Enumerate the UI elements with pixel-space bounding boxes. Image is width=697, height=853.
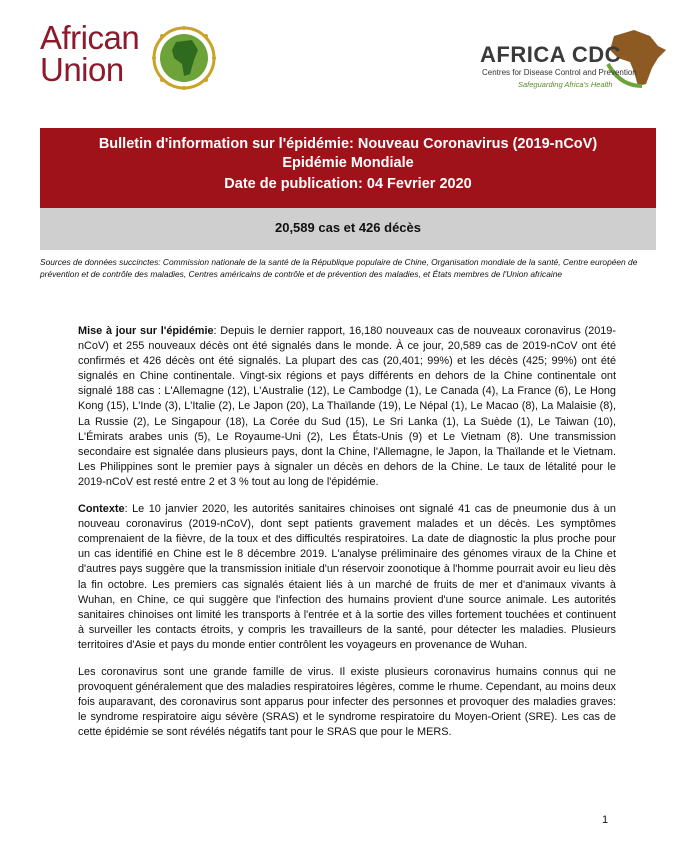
bulletin-title-banner (40, 128, 656, 208)
update-paragraph: Mise à jour sur l'épidémie: Depuis le dernier rapport, 16,180 nouveaux cas de nouveaux coronavirus (2019-nCoV) et 255 nouveaux décès ont été signalés dans le monde. À ce jour, 20,589 cas de 2019-nCoV ont été confirmés et 426 décès ont été signalés. La plupart des cas (20,401; 99%) et les décès (425; 99%) ont été signalés en Chine continentale. Vingt-six régions et pays différents en dehors de la Chine continentale ont signalé 188 cas : L'Allemagne (12), L'Australie (12), Le Cambodge (1), Le Canada (4), La France (6), Le Hong Kong (15), L'Inde (3), L'Italie (2), Le Japon (20), La Thaïlande (19), Le Népal (1), Le Macao (8), La Malaisie (8), La Russie (2), Le Singapour (18), La Corée du Sud (15), Le Sri Lanka (1), La Suède (1), Le Taiwan (10), L'Émirats arabes unis (5), Le Royaume-Uni (2), Les États-Unis (9) et Le Vietnam (8). Une transmission secondaire est signalée dans plusieurs pays, dont la Chine, l'Allemagne, le Japon, la Thaïlande et le Vietnam. Les Philippines sont le premier pays à signaler un décès en dehors de la Chine. Le taux de létalité pour le 2019-nCoV est resté entre 2 et 3 % tout au long de l'épidémie. (78, 325, 616, 488)
case-count-banner: 20,589 cas et 426 décès (40, 208, 656, 250)
sources-text: Commission nationale de la santé de la République populaire de Chine, Organisation mondiale de la santé, Centre européen de prévention et de contrôle des maladies, Centres américains de contrôle et de prévention des maladies, et États membres de l'Union africaine (40, 257, 638, 279)
bulletin-title: Bulletin d'information sur l'épidémie: Nouveau Coronavirus (2019-nCoV) (98, 136, 598, 152)
publication-date: Date de publication: 04 Fevrier 2020 (224, 176, 472, 192)
au-logo-line2: Union (40, 51, 124, 88)
cdc-subtitle: Centres for Disease Control and Prevention (482, 68, 637, 77)
coronavirus-paragraph: Les coronavirus sont une grande famille de virus. Il existe plusieurs coronavirus humains connus qui ne provoquent généralement que des maladies respiratoires légères, comme le rhume. Cependant, au moins deux fois auparavant, des coronavirus sont apparus pour infecter des personnes et provoquer des maladies graves: le syndrome respiratoire aigu sévère (SRAS) et le syndrome respiratoire du Moyen-Orient (SRE). Les cas de cette épidémie se sont révélés négatifs tant pour le SRAS que pour le MERS. (78, 665, 616, 739)
page-number: 1 (602, 814, 609, 826)
bulletin-body (78, 324, 616, 752)
au-emblem-icon (150, 24, 218, 92)
african-union-logo (40, 19, 230, 92)
cdc-tagline: Safeguarding Africa's Health (518, 80, 613, 89)
sources-label: Sources de données succinctes: (40, 257, 161, 267)
au-logo-line1: African (40, 19, 140, 56)
cdc-title: AFRICA CDC (480, 42, 622, 67)
data-sources (40, 257, 658, 280)
context-paragraph: Contexte: Le 10 janvier 2020, les autorités sanitaires chinoises ont signalé 41 cas de pneumonie dus à un nouveau coronavirus (2019-nCoV), dont sept patients gravement malades et un décès. Les symptômes comprenaient de la fièvre, de la toux et des difficultés respiratoires. La date de diagnostic la plus proche pour un cas identifié en Chine est le 8 décembre 2019. L'analyse préliminaire des génomes viraux de la Chine et d'autres pays suggère que la transmission initiale d'un réservoir zoonotique à l'homme pourrait avoir eu lieu dès la fin octobre. Les premiers cas signalés étaient liés à un marché de fruits de mer et d'animaux vivants à Wuhan, en Chine, ce qui suggère que l'infection des humains provient d'une source animale. Les autorités sanitaires chinoises ont limité les transports à l'entrée et à la sortie des villes fortement touchées et continuent à surveiller les contacts étroits, y compris les travailleurs de la santé, pour détecter les maladies. Plusieurs territoires d'Asie et pays du monde entier contrôlent les voyageurs en provenance de Wuhan. (78, 503, 616, 651)
bulletin-subtitle: Epidémie Mondiale (282, 155, 414, 171)
africa-cdc-logo (480, 24, 680, 104)
